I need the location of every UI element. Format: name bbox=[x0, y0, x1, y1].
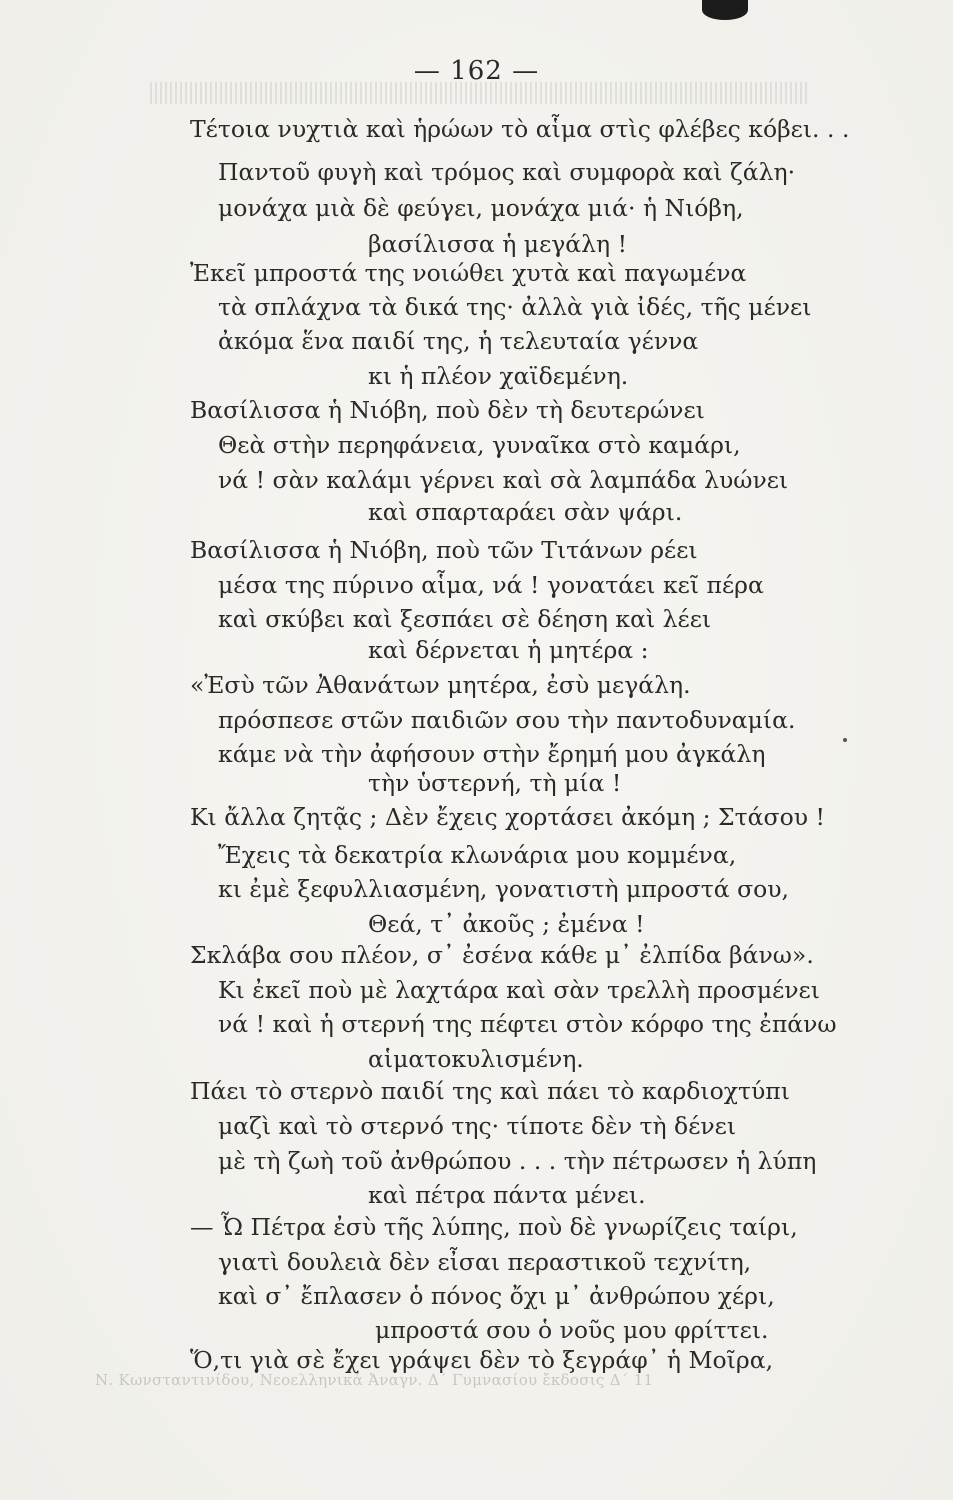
poem-line: νά ! σὰν καλάμι γέρνει καὶ σὰ λαμπάδα λυώνει bbox=[218, 466, 789, 494]
poem-line: μέσα της πύρινο αἷμα, νά ! γονατάει κεῖ πέρα bbox=[218, 571, 764, 599]
poem-line: καὶ δέρνεται ἡ μητέρα : bbox=[368, 636, 649, 664]
poem-line: αἱματοκυλισμένη. bbox=[368, 1045, 584, 1073]
margin-dot bbox=[843, 738, 847, 742]
poem-line: Ὅ,τι γιὰ σὲ ἔχει γράψει δὲν τὸ ξεγράφ᾽ ἡ Μοῖρα, bbox=[190, 1346, 774, 1374]
poem-line: τὰ σπλάχνα τὰ δικά της· ἀλλὰ γιὰ ἰδές, τῆς μένει bbox=[218, 293, 812, 321]
bleed-through-footer: Ν. Κωνσταντινίδου, Νεοελληνικά Ἀναγν. Δ΄ Γυμνασίου ἔκδοσις Δ΄ 11 bbox=[95, 1371, 654, 1389]
poem-line: Τέτοια νυχτιὰ καὶ ἡρώων τὸ αἷμα στὶς φλέβες κόβει. . . bbox=[190, 115, 850, 143]
poem-line: Θεά, τ᾽ ἀκοῦς ; ἐμένα ! bbox=[368, 910, 645, 938]
poem-line: τὴν ὑστερνή, τὴ μία ! bbox=[368, 769, 622, 797]
poem-line: — Ὦ Πέτρα ἐσὺ τῆς λύπης, ποὺ δὲ γνωρίζεις ταίρι, bbox=[190, 1213, 798, 1241]
poem-line: νά ! καὶ ἡ στερνή της πέφτει στὸν κόρφο της ἐπάνω bbox=[218, 1010, 837, 1038]
poem-line: Ἔχεις τὰ δεκατρία κλωνάρια μου κομμένα, bbox=[218, 841, 737, 869]
poem-line: Πάει τὸ στερνὸ παιδί της καὶ πάει τὸ καρδιοχτύπι bbox=[190, 1077, 790, 1105]
poem-line: κι ἡ πλέον χαϊδεμένη. bbox=[368, 362, 629, 390]
poem-line: μπροστά σου ὁ νοῦς μου φρίττει. bbox=[375, 1316, 769, 1344]
poem-line: ἀκόμα ἕνα παιδί της, ἡ τελευταία γέννα bbox=[218, 327, 699, 355]
poem-line: Κι ἐκεῖ ποὺ μὲ λαχτάρα καὶ σὰν τρελλὴ προσμένει bbox=[218, 976, 820, 1004]
poem-line: καὶ πέτρα πάντα μένει. bbox=[368, 1181, 646, 1209]
page-number: — 162 — bbox=[413, 56, 540, 86]
poem-line: καὶ σκύβει καὶ ξεσπάει σὲ δέηση καὶ λέει bbox=[218, 605, 712, 633]
scan-corner-mark bbox=[702, 0, 748, 20]
poem-line: Βασίλισσα ἡ Νιόβη, ποὺ δὲν τὴ δευτερώνει bbox=[190, 396, 705, 424]
poem-line: μονάχα μιὰ δὲ φεύγει, μονάχα μιά· ἡ Νιόβη, bbox=[218, 194, 744, 222]
poem-line: γιατὶ δουλειὰ δὲν εἶσαι περαστικοῦ τεχνίτη, bbox=[218, 1248, 752, 1276]
poem-line: Ἐκεῖ μπροστά της νοιώθει χυτὰ καὶ παγωμένα bbox=[190, 259, 747, 287]
poem-line: «Ἐσὺ τῶν Ἀθανάτων μητέρα, ἐσὺ μεγάλη. bbox=[190, 671, 691, 699]
poem-line: βασίλισσα ἡ μεγάλη ! bbox=[368, 230, 628, 258]
poem-line: καὶ σ᾽ ἔπλασεν ὁ πόνος ὄχι μ᾽ ἀνθρώπου χέρι, bbox=[218, 1282, 775, 1310]
poem-line: Βασίλισσα ἡ Νιόβη, ποὺ τῶν Τιτάνων ρέει bbox=[190, 536, 698, 564]
poem-line: καὶ σπαρταράει σὰν ψάρι. bbox=[368, 498, 683, 526]
poem-line: πρόσπεσε στῶν παιδιῶν σου τὴν παντοδυναμία. bbox=[218, 706, 796, 734]
poem-line: Παντοῦ φυγὴ καὶ τρόμος καὶ συμφορὰ καὶ ζάλη· bbox=[218, 158, 796, 186]
poem-line: μαζὶ καὶ τὸ στερνό της· τίποτε δὲν τὴ δένει bbox=[218, 1112, 737, 1140]
poem-line: μὲ τὴ ζωὴ τοῦ ἀνθρώπου . . . τὴν πέτρωσεν ἡ λύπη bbox=[218, 1147, 817, 1175]
poem-line: κάμε νὰ τὴν ἀφήσουν στὴν ἔρημή μου ἀγκάλη bbox=[218, 740, 766, 768]
poem-line: Θεὰ στὴν περηφάνεια, γυναῖκα στὸ καμάρι, bbox=[218, 431, 741, 459]
poem-line: κι ἐμὲ ξεφυλλιασμένη, γονατιστὴ μπροστά σου, bbox=[218, 875, 790, 903]
poem-line: Σκλάβα σου πλέον, σ᾽ ἐσένα κάθε μ᾽ ἐλπίδα βάνω». bbox=[190, 941, 814, 969]
poem-line: Κι ἄλλα ζητᾷς ; Δὲν ἔχεις χορτάσει ἀκόμη ; Στάσου ! bbox=[190, 803, 825, 831]
